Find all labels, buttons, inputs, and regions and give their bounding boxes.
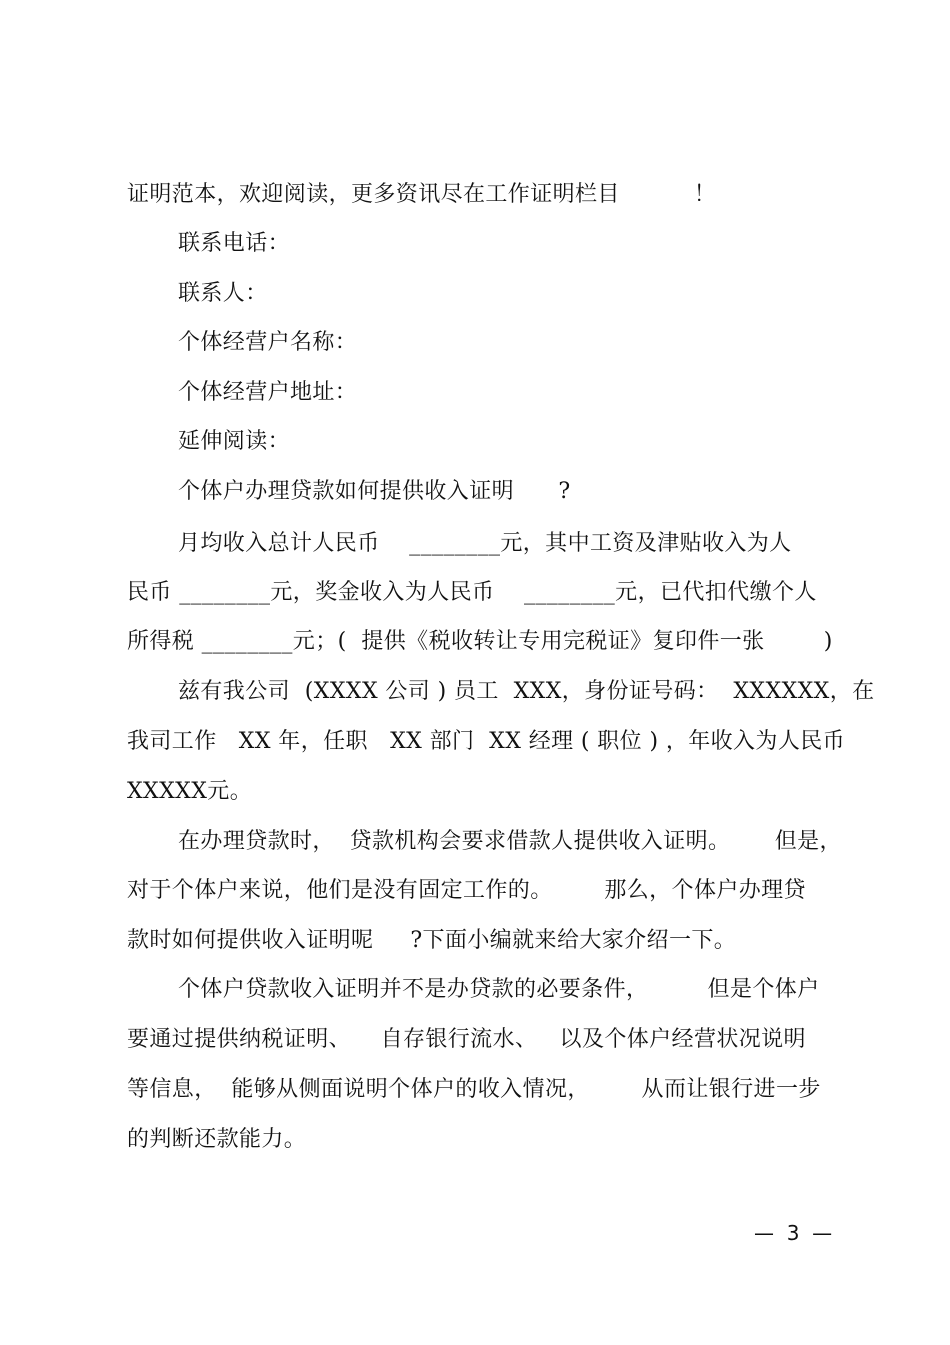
text-line-11: 兹有我公司 (XXXX 公司 ) 员工 XXX，身份证号码： XXXXXX，在 bbox=[178, 679, 875, 704]
text-line-1: 证明范本，欢迎阅读，更多资讯尽在工作证明栏目 ！ bbox=[127, 182, 717, 207]
text-line-6: 延伸阅读： bbox=[178, 429, 291, 454]
text-line-16: 款时如何提供收入证明呢 ?下面小编就来给大家介绍一下。 bbox=[127, 928, 737, 953]
text-line-4: 个体经营户名称： bbox=[178, 330, 358, 355]
text-line-7: 个体户办理贷款如何提供收入证明 ? bbox=[178, 479, 571, 504]
text-line-14: 在办理贷款时， 贷款机构会要求借款人提供收入证明。 但是， bbox=[178, 829, 842, 854]
text-line-3: 联系人： bbox=[178, 281, 268, 306]
page-number: — 3 — bbox=[754, 1221, 833, 1245]
text-line-15: 对于个体户来说，他们是没有固定工作的。 那么，个体户办理贷 bbox=[127, 878, 806, 903]
text-line-10: 所得税 ________元；( 提供《税收转让专用完税证》复印件一张 ) bbox=[127, 629, 833, 654]
text-line-2: 联系电话： bbox=[178, 231, 291, 256]
text-line-12: 我司工作 XX 年，任职 XX 部门 XX 经理 ( 职位 ) ，年收入为人民币 bbox=[127, 729, 846, 754]
text-line-20: 的判断还款能力。 bbox=[127, 1127, 307, 1152]
text-line-13: XXXXX元。 bbox=[127, 779, 253, 804]
text-line-18: 要通过提供纳税证明、 自存银行流水、 以及个体户经营状况说明 bbox=[127, 1027, 806, 1052]
text-line-8: 月均收入总计人民币 ________元，其中工资及津贴收入为人 bbox=[178, 531, 792, 556]
text-line-19: 等信息， 能够从侧面说明个体户的收入情况， 从而让银行进一步 bbox=[127, 1077, 821, 1102]
text-line-9: 民币 ________元，奖金收入为人民币 ________元，已代扣代缴个人 bbox=[127, 580, 817, 605]
text-line-5: 个体经营户地址： bbox=[178, 380, 358, 405]
text-line-17: 个体户贷款收入证明并不是办贷款的必要条件， 但是个体户 bbox=[178, 977, 820, 1002]
